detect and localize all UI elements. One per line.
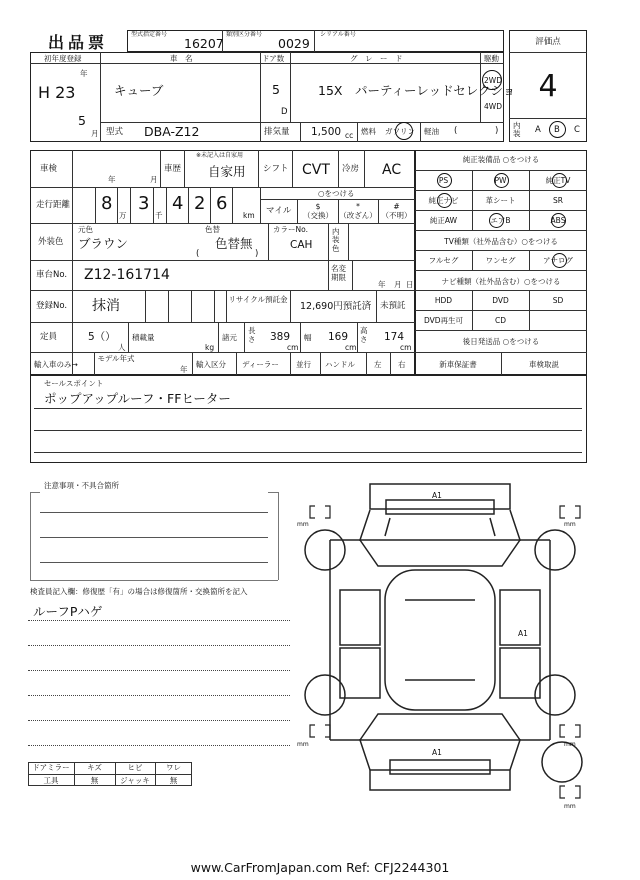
interior-color-label: 内装色: [332, 227, 340, 253]
name-change-day-unit: 日: [406, 280, 414, 289]
ac: AC: [382, 162, 402, 178]
sales-point-block: [30, 375, 587, 463]
equip-airbag: エアB: [490, 216, 511, 225]
mileage-digit: 2: [194, 193, 206, 214]
equip-navi-circle: [437, 193, 452, 208]
height-unit: cm: [400, 343, 412, 352]
wheel-front-right: [535, 530, 575, 570]
navi-sd: SD: [552, 296, 564, 305]
handle-right: 右: [398, 360, 406, 369]
door-rear-right: [500, 648, 540, 698]
wheel-rear-right: [535, 675, 575, 715]
inspection-month-unit: 月: [150, 175, 158, 184]
interior-label: 内装: [513, 121, 521, 138]
spare-tire: [542, 742, 582, 782]
displacement: 1,500: [311, 126, 342, 138]
rear-bumper: [370, 770, 510, 790]
load-unit: kg: [205, 343, 215, 352]
navi-hdd: HDD: [434, 296, 453, 305]
later-warranty: 新車保証書: [439, 360, 477, 369]
door-front-left: [340, 590, 380, 645]
model-year-label: モデル年式: [97, 354, 135, 363]
mile-label: マイル: [266, 206, 292, 216]
first-reg-label: 初年度登録: [44, 54, 82, 63]
sales-point-text: ポップアップルーフ・FFヒーター: [44, 391, 231, 406]
month-unit: 月: [91, 129, 99, 138]
equip-tv: 純正TV: [545, 176, 571, 185]
width-unit: cm: [345, 343, 357, 352]
use: 自家用: [208, 164, 246, 179]
recycle-unpaid: 未預託: [380, 301, 406, 311]
equip-aw: 純正AW: [429, 216, 458, 225]
navi-header: ナビ種類（社外品含む）○をつける: [441, 277, 561, 286]
recycle-label: リサイクル預託金: [228, 295, 288, 304]
tools-header: ドアミラー: [32, 763, 70, 772]
equip-abs: ABS: [550, 216, 566, 225]
displacement-label: 排気量: [264, 127, 290, 137]
tv-analog: アナログ: [543, 256, 573, 265]
mm-label: mm: [564, 803, 576, 810]
mm-label: mm: [564, 741, 576, 748]
import-parallel: 並行: [296, 360, 311, 369]
mileage-digit: 6: [216, 193, 228, 214]
mileage-digit: 4: [172, 193, 184, 214]
interior-b: B: [554, 125, 560, 135]
fuel-label: 燃料: [361, 127, 376, 136]
wheel-rear-left: [305, 675, 345, 715]
drive-4wd: 4WD: [484, 102, 502, 111]
equipment-header: 純正装備品 ○をつける: [462, 155, 540, 164]
equip-ps-circle: [437, 173, 452, 188]
chassis-no: Z12-161714: [84, 267, 170, 283]
first-reg-era: H 23: [38, 83, 76, 102]
mile-unknown: # （不明）: [381, 202, 412, 220]
shift: CVT: [302, 162, 330, 178]
mm-label: mm: [297, 521, 309, 528]
sales-point-label: セールスポイント: [44, 379, 104, 388]
chassis-label: 車台No.: [36, 270, 68, 280]
tv-header: TV種類（社外品含む）○をつける: [444, 237, 558, 246]
height: 174: [384, 331, 405, 343]
first-reg-month: 5: [78, 113, 86, 128]
tools-header: ヒビ: [127, 763, 143, 772]
type-no: 16207: [184, 36, 224, 51]
equip-ps: PS: [438, 176, 449, 185]
import-type-label: 輸入区分: [196, 360, 226, 369]
year-unit: 年: [80, 69, 88, 78]
sheet-title: 出品票: [48, 33, 109, 52]
shift-label: シフト: [263, 164, 289, 174]
interior-a: A: [535, 125, 541, 135]
mile-swap: $ （交換）: [303, 202, 333, 220]
car-name-label: 車 名: [170, 54, 193, 63]
fuel-gasoline: ガソリン: [385, 127, 415, 136]
displacement-unit: cc: [345, 131, 354, 140]
load-label: 積載量: [132, 333, 155, 342]
equip-navi: 純正ナビ: [428, 196, 459, 205]
reg-label: 登録No.: [36, 301, 68, 311]
ac-label: 冷房: [342, 164, 360, 174]
use-label: 車歴: [164, 164, 182, 174]
wheel-front-left: [305, 530, 345, 570]
model-year-unit: 年: [180, 365, 188, 374]
name-change-label: 名変期限: [331, 264, 346, 282]
length-unit: cm: [287, 343, 299, 352]
mileage-label: 走行距離: [36, 200, 71, 210]
fuel-gasoline-circle: [395, 122, 413, 140]
grade: 15X パーティーレッドセレクショ: [318, 83, 516, 98]
inspection-year-unit: 年: [108, 175, 116, 184]
width: 169: [328, 331, 349, 343]
navi-dvd: DVD: [492, 296, 509, 305]
mile-altered: * （改ざん）: [339, 202, 377, 220]
score-value: 4: [538, 69, 558, 104]
equip-pw: PW: [494, 176, 507, 185]
capacity-unit: 人: [118, 343, 126, 352]
name-change-year-unit: 年: [378, 280, 386, 289]
length: 389: [270, 331, 291, 343]
fuel-diesel: 軽油: [424, 127, 439, 136]
side-damage-mark: A1: [518, 629, 528, 638]
notes-label: 注意事項・不具合箇所: [44, 481, 119, 490]
tv-oneseg: ワンセグ: [485, 256, 516, 265]
use-note: ※未記入は自家用: [196, 152, 244, 159]
recycle-deposit: 12,690円預託済: [300, 301, 372, 312]
capacity-label: 定員: [40, 332, 58, 342]
name-change-month-unit: 月: [394, 280, 402, 289]
tools-cell: 無: [90, 776, 99, 785]
door-rear-left: [340, 648, 380, 698]
mm-label: mm: [564, 521, 576, 528]
score-label: 評価点: [535, 37, 561, 47]
mileage-circle-note: ○をつける: [318, 189, 355, 198]
mileage-digit: 3: [138, 193, 150, 214]
dims-label: 諸元: [222, 333, 237, 342]
later-header: 後日発送品 ○をつける: [462, 337, 540, 346]
orig-color-label: 元色: [78, 225, 93, 234]
model: DBA-Z12: [144, 124, 200, 139]
exterior-color: ブラウン: [78, 236, 129, 251]
doors: 5: [272, 82, 280, 97]
class-no: 0029: [278, 36, 310, 51]
front-damage-mark: A1: [432, 491, 442, 500]
width-label: 幅: [304, 333, 312, 342]
tv-analog-circle: [552, 253, 567, 268]
height-label: 高さ: [360, 326, 368, 344]
rear-window: [360, 714, 520, 740]
color-no: CAH: [290, 239, 313, 251]
doors-label: ドア数: [262, 54, 285, 63]
model-label: 型式: [106, 127, 124, 137]
length-label: 長さ: [248, 326, 256, 344]
equip-leather: 革シート: [485, 196, 516, 205]
type-no-label: 型式指定番号: [131, 31, 168, 38]
mileage-man-unit: 万: [119, 211, 127, 220]
drive-2wd: 2WD: [484, 76, 502, 85]
rear-damage-mark: A1: [432, 748, 442, 757]
equip-pw-circle: [494, 173, 509, 188]
import-label: 輸入車のみ→: [34, 360, 78, 369]
color-change-label: 色替: [205, 225, 220, 234]
tools-cell: 無: [169, 776, 178, 785]
reg-status: 抹消: [92, 298, 120, 314]
tools-cell: 工具: [43, 776, 59, 785]
navi-cd: CD: [494, 316, 506, 325]
drive-label: 駆動: [484, 54, 499, 63]
handle-left: 左: [374, 360, 382, 369]
door-type: D: [281, 107, 288, 117]
exterior-color-label: 外装色: [38, 237, 64, 247]
equip-abs-circle: [551, 213, 566, 228]
equip-tv-circle: [552, 173, 567, 188]
serial-label: シリアル番号: [320, 31, 356, 38]
capacity: 5（）: [88, 331, 116, 343]
tools-header: ワレ: [166, 763, 181, 772]
footer-ref[interactable]: www.CarFromJapan.com Ref: CFJ2244301: [190, 860, 450, 875]
tools-header: キズ: [87, 763, 102, 772]
mileage-digit: 8: [101, 193, 113, 214]
interior-c: C: [574, 125, 580, 135]
color-no-label: カラーNo.: [273, 225, 308, 234]
tools-cell: ジャッキ: [120, 776, 150, 785]
roof: [385, 570, 495, 710]
color-change: 色替無: [215, 236, 253, 251]
tv-fullseg: フルセグ: [428, 256, 459, 265]
navi-dvd-play: DVD再生可: [423, 316, 464, 325]
car-name: キューブ: [114, 83, 164, 98]
mm-label: mm: [297, 741, 309, 748]
inspection-label: 車検: [40, 164, 58, 174]
class-no-label: 類別区分番号: [226, 31, 263, 38]
later-manual: 車検取説: [529, 360, 559, 369]
inspector-note: ルーフPハゲ: [33, 604, 103, 619]
interior-b-circle: [549, 121, 566, 138]
equip-sr: SR: [553, 196, 563, 205]
inspector-label: 検査員記入欄：修復歴「有」の場合は修復箇所・交換箇所を記入: [30, 587, 248, 596]
import-dealer: ディーラー: [242, 360, 279, 369]
windshield: [360, 540, 520, 566]
drive-2wd-circle: [482, 70, 502, 90]
grade-label: グ レ ー ド: [350, 54, 403, 63]
mileage-km-unit: km: [243, 211, 255, 220]
equip-airbag-circle: [489, 213, 504, 228]
handle-label: ハンドル: [325, 360, 355, 369]
mileage-sen-unit: 千: [155, 211, 163, 220]
